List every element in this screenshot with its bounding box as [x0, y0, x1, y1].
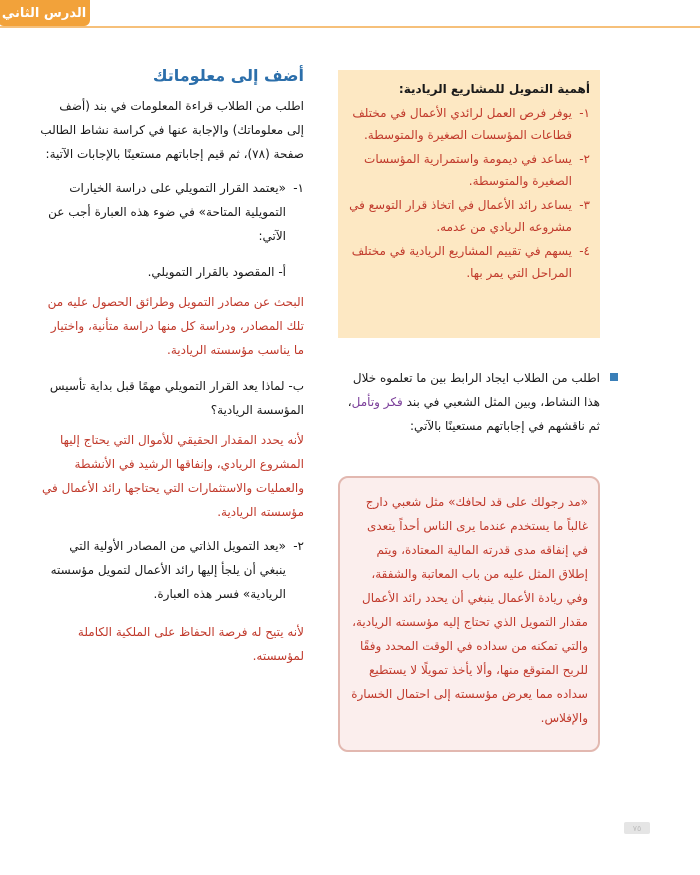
- instruction-text-b: ، ثم ناقشهم في إجاباتهم مستعينًا بالآتي:: [347, 395, 600, 433]
- answer-b: لأنه يحدد المقدار الحقيقي للأموال التي يحتاج إليها المشروع الريادي، وإنفاقها الرشيد في الأنشطة والعمليات والاستثمارات التي يحتاجها رائد الأعمال في مؤسسته الريادية.: [42, 433, 304, 519]
- answer-2: لأنه يتيح له فرصة الحفاظ على الملكية الكاملة لمؤسسته.: [77, 625, 304, 663]
- list-item: [348, 194, 590, 238]
- lesson-tab: الدرس الثاني: [0, 0, 90, 26]
- question-2: [40, 534, 304, 606]
- proverb-answer-box: [338, 476, 600, 752]
- question-number: ٢-: [293, 539, 304, 553]
- list-item: [348, 148, 590, 192]
- question-text: «يعتمد القرار التمويلي على دراسة الخيارات التمويلية المتاحة» في ضوء هذه العبارة أجب عن الآتي:: [48, 181, 286, 243]
- intro-paragraph: اطلب من الطلاب قراءة المعلومات في بند (أضف إلى معلوماتك) والإجابة عنها في كراسة نشاط الطالب صفحة (٧٨)، ثم قيم إجاباتهم مستعينًا بالإجابات الآتية:: [40, 99, 304, 161]
- item-number: ١-: [579, 106, 590, 120]
- item-number: ٢-: [579, 152, 590, 166]
- square-bullet-icon: [610, 373, 618, 381]
- proverb-answer-text: «مد رجولك على قد لحافك» مثل شعبي دارج غالباً ما يستخدم عندما يرى الناس أحداً يتعدى في إنفاقه مدى قدرته المالية المعتادة، ويتم إطلاق المثل عليه من باب المعاتبة والشفقة، وفي ريادة الأعمال ينبغي أن يحدد رائد الأعمال مقدار التمويل الذي تحتاج إليه مؤسسته الريادية، والتي تمكنه من سداده في الوقت المحدد وفقًا للربح المتوقع منها، وألا يأخذ تمويلًا لا يستطيع سداده مما يعرض مؤسسته إلى احتمال الخسارة والإفلاس.: [351, 495, 588, 725]
- financing-importance-box: [338, 70, 600, 338]
- sub-question-b: ب- لماذا يعد القرار التمويلي مهمًا قبل بداية تأسيس المؤسسة الريادية؟: [49, 379, 304, 417]
- think-reflect-label: فكر وتأمل: [351, 395, 403, 409]
- item-number: ٤-: [579, 244, 590, 258]
- question-text: «يعد التمويل الذاتي من المصادر الأولية التي ينبغي أن يلجأ إليها رائد الأعمال لتمويل مؤسسته الريادية» فسر هذه العبارة.: [50, 539, 286, 601]
- box-title: أهمية التمويل للمشاريع الريادية:: [398, 82, 590, 96]
- item-text: يوفر فرص العمل لرائدي الأعمال في مختلف قطاعات المؤسسات الصغيرة والمتوسطة.: [352, 106, 572, 142]
- left-column: [40, 64, 304, 678]
- item-number: ٣-: [579, 198, 590, 212]
- sub-question-a: أ- المقصود بالقرار التمويلي.: [147, 265, 286, 279]
- question-1: [40, 176, 304, 248]
- header-divider: [0, 26, 700, 28]
- answer-a: البحث عن مصادر التمويل وطرائق الحصول عليه من تلك المصادر، ودراسة كل منها دراسة متأنية، واختيار ما يناسب مؤسسته الريادية.: [47, 295, 304, 357]
- question-number: ١-: [293, 181, 304, 195]
- item-text: يسهم في تقييم المشاريع الريادية في مختلف المراحل التي يمر بها.: [351, 244, 572, 280]
- item-text: يساعد في ديمومة واستمرارية المؤسسات الصغيرة والمتوسطة.: [364, 152, 572, 188]
- right-column: [338, 70, 600, 338]
- item-text: يساعد رائد الأعمال في اتخاذ قرار التوسع في مشروعه الريادي من عدمه.: [349, 198, 572, 234]
- list-item: [348, 240, 590, 284]
- proverb-instruction: [338, 366, 600, 438]
- instruction-text-a: اطلب من الطلاب ايجاد الرابط بين ما تعلموه خلال هذا النشاط، وبين المثل الشعبي في بند: [352, 371, 600, 409]
- page-number-badge: ٧٥: [624, 822, 650, 834]
- list-item: [348, 102, 590, 146]
- section-title: أضف إلى معلوماتك: [152, 66, 304, 85]
